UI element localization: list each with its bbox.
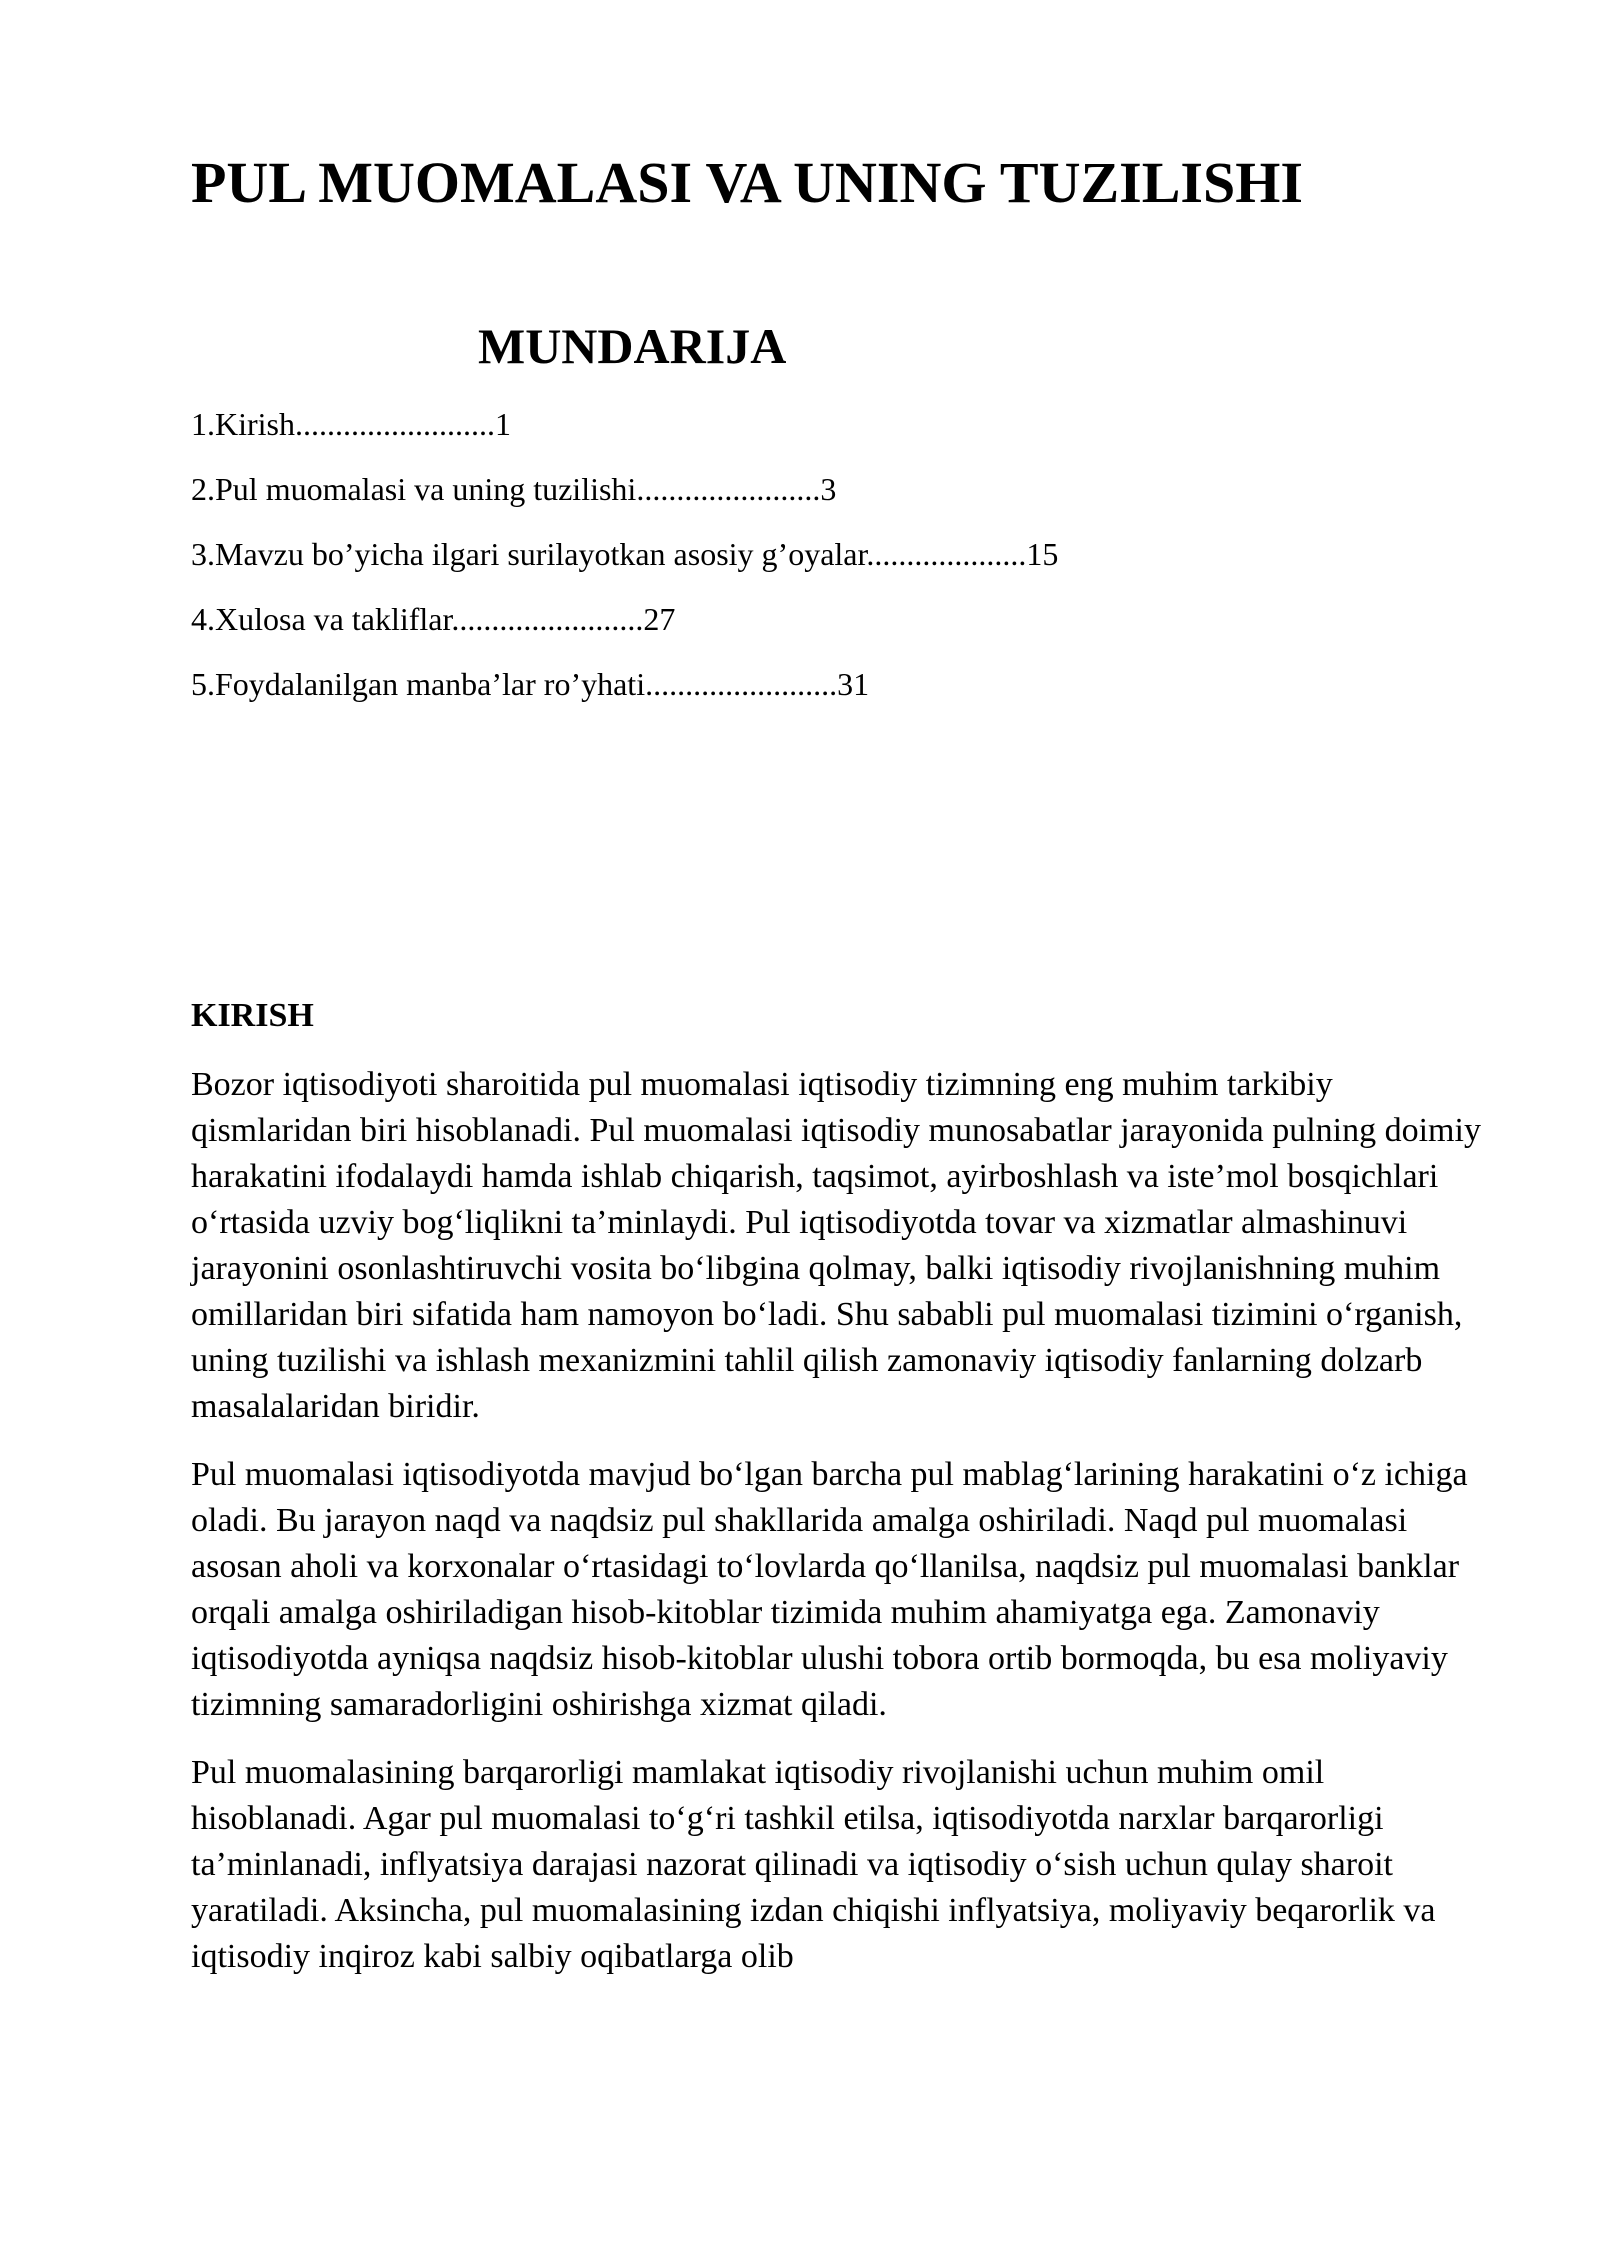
paragraph: Pul muomalasining barqarorligi mamlakat iqtisodiy rivojlanishi uchun muhim omil hisoblanadi. Agar pul muomalasi to‘g‘ri tashkil etilsa, iqtisodiyotda narxlar barqarorligi ta’minlanadi, inflyatsiya darajasi nazorat qilinadi va iqtisodiy o‘sish uchun qulay sharoit yaratiladi. Aksincha, pul muomalasining izdan chiqishi inflyatsiya, moliyaviy beqarorlik va iqtisodiy inqiroz kabi salbiy oqibatlarga olib [191,1754,1436,1975]
toc-item-kirish: 1.Kirish.........................1 [191,406,511,442]
table-of-contents-heading: MUNDARIJA [478,318,787,374]
toc-item-xulosa: 4.Xulosa va takliflar........................27 [191,601,676,637]
toc-item-manbalar: 5.Foydalanilgan manba’lar ro’yhati........................31 [191,666,870,702]
section-heading-kirish: KIRISH [191,997,314,1034]
section-body [191,1062,1491,2002]
table-of-contents [191,404,1058,729]
toc-item-asosiy-goyalar: 3.Mavzu bo’yicha ilgari surilayotkan asosiy g’oyalar....................15 [191,536,1059,572]
document-title: PUL MUOMALASI VA UNING TUZILISHI [191,150,1303,215]
toc-item-pul-muomalasi: 2.Pul muomalasi va uning tuzilishi.......................3 [191,471,837,507]
paragraph: Bozor iqtisodiyoti sharoitida pul muomalasi iqtisodiy tizimning eng muhim tarkibiy qismlaridan biri hisoblanadi. Pul muomalasi iqtisodiy munosabatlar jarayonida pulning doimiy harakatini ifodalaydi hamda ishlab chiqarish, taqsimot, ayirboshlash va iste’mol bosqichlari o‘rtasida uzviy bog‘liqlikni ta’minlaydi. Pul iqtisodiyotda tovar va xizmatlar almashinuvi jarayonini osonlashtiruvchi vosita bo‘libgina qolmay, balki iqtisodiy rivojlanishning muhim omillaridan biri sifatida ham namoyon bo‘ladi. Shu sababli pul muomalasi tizimini o‘rganish, uning tuzilishi va ishlash mexanizmini tahlil qilish zamonaviy iqtisodiy fanlarning dolzarb masalalaridan biridir. [191,1066,1481,1425]
paragraph: Pul muomalasi iqtisodiyotda mavjud bo‘lgan barcha pul mablag‘larining harakatini o‘z ichiga oladi. Bu jarayon naqd va naqdsiz pul shakllarida amalga oshiriladi. Naqd pul muomalasi asosan aholi va korxonalar o‘rtasidagi to‘lovlarda qo‘llanilsa, naqdsiz pul muomalasi banklar orqali amalga oshiriladigan hisob-kitoblar tizimida muhim ahamiyatga ega. Zamonaviy iqtisodiyotda ayniqsa naqdsiz hisob-kitoblar ulushi tobora ortib bormoqda, bu esa moliyaviy tizimning samaradorligini oshirishga xizmat qiladi. [191,1456,1468,1723]
